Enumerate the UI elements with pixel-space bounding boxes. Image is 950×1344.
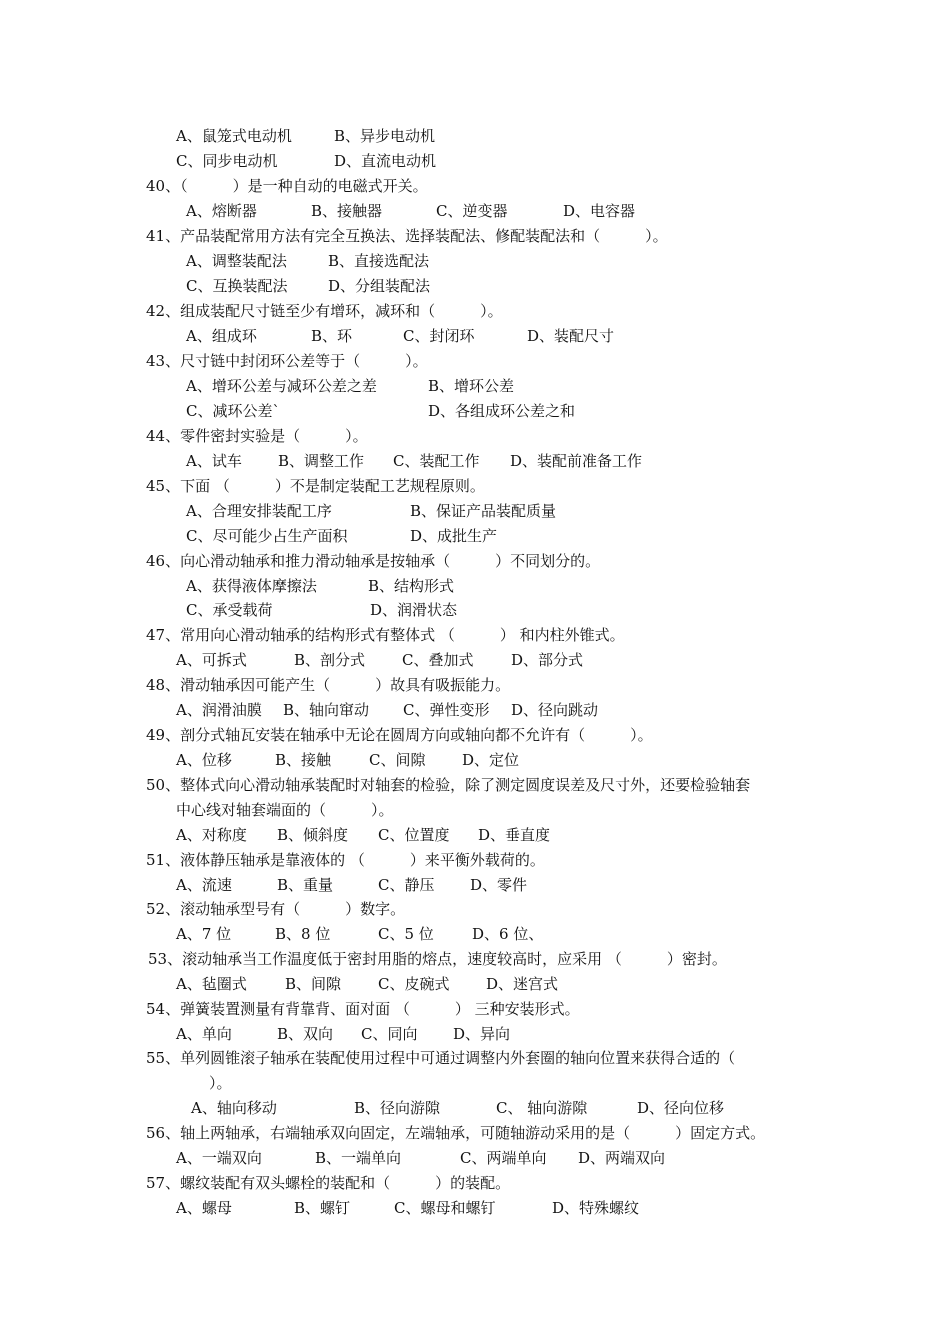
answer-option: D、垂直度	[478, 826, 551, 844]
answer-option: B、一端单向	[315, 1149, 402, 1167]
answer-option: D、径向跳动	[511, 701, 599, 719]
answer-option: B、结构形式	[368, 577, 455, 595]
answer-option: D、部分式	[511, 651, 584, 669]
answer-option: C、皮碗式	[378, 975, 450, 993]
answer-option: A、获得液体摩擦法	[186, 577, 317, 595]
answer-option: D、直流电动机	[334, 152, 437, 170]
answer-option: C、位置度	[378, 826, 450, 844]
answer-option: C、螺母和螺钉	[394, 1199, 496, 1217]
question-text: 55、单列圆锥滚子轴承在装配使用过程中可通过调整内外套圈的轴向位置来获得合适的（	[146, 1049, 736, 1067]
question-text: 47、常用向心滑动轴承的结构形式有整体式 （ ） 和内柱外锥式。	[146, 626, 625, 644]
answer-option: D、各组成环公差之和	[428, 402, 576, 420]
answer-option: B、剖分式	[294, 651, 366, 669]
answer-option: B、直接选配法	[328, 252, 430, 270]
answer-option: A、可拆式	[176, 651, 247, 669]
answer-option: A、轴向移动	[191, 1099, 277, 1117]
answer-option: B、间隙	[285, 975, 342, 993]
answer-option: C、叠加式	[402, 651, 474, 669]
question-text: 49、剖分式轴瓦安装在轴承中无论在圆周方向或轴向都不允许有（ ）。	[146, 726, 653, 744]
answer-option: B、重量	[277, 876, 334, 894]
answer-option: B、螺钉	[294, 1199, 351, 1217]
answer-option: B、径向游隙	[354, 1099, 441, 1117]
answer-option: C、封闭环	[403, 327, 475, 345]
answer-option: D、成批生产	[410, 527, 498, 545]
answer-option: C、逆变器	[436, 202, 508, 220]
answer-option: A、7 位	[176, 925, 232, 943]
answer-option: D、装配尺寸	[527, 327, 615, 345]
answer-option: D、特殊螺纹	[552, 1199, 640, 1217]
answer-option: D、定位	[462, 751, 520, 769]
answer-option: B、环	[311, 327, 353, 345]
question-text: 52、滚动轴承型号有（ ）数字。	[146, 900, 406, 918]
answer-option: B、双向	[277, 1025, 334, 1043]
answer-option: A、流速	[176, 876, 232, 894]
answer-option: C、承受载荷	[186, 601, 273, 619]
answer-option: B、8 位	[275, 925, 331, 943]
question-text: 44、零件密封实验是（ ）。	[146, 427, 368, 445]
question-text: 43、尺寸链中封闭环公差等于（ ）。	[146, 352, 428, 370]
answer-option: C、减环公差`	[186, 402, 280, 420]
answer-option: A、调整装配法	[186, 252, 287, 270]
answer-option: A、熔断器	[186, 202, 257, 220]
answer-option: A、鼠笼式电动机	[176, 127, 292, 145]
answer-option: A、单向	[176, 1025, 232, 1043]
question-text: 50、整体式向心滑动轴承装配时对轴套的检验，除了测定圆度误差及尺寸外，还要检验轴套	[146, 776, 751, 794]
question-text: 48、滑动轴承因可能产生（ ）故具有吸振能力。	[146, 676, 511, 694]
question-text: 42、组成装配尺寸链至少有增环，减环和（ ）。	[146, 302, 503, 320]
answer-option: A、增环公差与减环公差之差	[186, 377, 377, 395]
answer-option: C、间隙	[369, 751, 426, 769]
answer-option: B、增环公差	[428, 377, 515, 395]
answer-option: A、对称度	[176, 826, 247, 844]
answer-option: C、5 位	[378, 925, 434, 943]
answer-option: C、 轴向游隙	[496, 1099, 588, 1117]
answer-option: D、润滑状态	[370, 601, 458, 619]
answer-option: C、互换装配法	[186, 277, 288, 295]
answer-option: B、接触器	[311, 202, 383, 220]
question-text: 56、轴上两轴承，右端轴承双向固定，左端轴承，可随轴游动采用的是（ ）固定方式。	[146, 1124, 766, 1142]
answer-option: C、同向	[361, 1025, 418, 1043]
answer-option: A、一端双向	[176, 1149, 262, 1167]
answer-option: A、毡圈式	[176, 975, 247, 993]
question-text: 45、下面 （ ）不是制定装配工艺规程原则。	[146, 477, 485, 495]
question-continuation: 中心线对轴套端面的（ ）。	[176, 801, 394, 819]
answer-option: C、弹性变形	[403, 701, 490, 719]
question-text: 57、螺纹装配有双头螺栓的装配和（ ）的装配。	[146, 1174, 511, 1192]
answer-option: D、两端双向	[578, 1149, 666, 1167]
question-text: 53、滚动轴承当工作温度低于密封用脂的熔点，速度较高时，应采用 （ ）密封。	[148, 950, 727, 968]
answer-option: B、调整工作	[278, 452, 365, 470]
answer-option: C、两端单向	[460, 1149, 547, 1167]
answer-option: A、合理安排装配工序	[186, 502, 332, 520]
question-text: 41、产品装配常用方法有完全互换法、选择装配法、修配装配法和（ ）。	[146, 227, 668, 245]
answer-option: D、异向	[453, 1025, 511, 1043]
answer-option: D、迷宫式	[486, 975, 559, 993]
answer-option: A、组成环	[186, 327, 257, 345]
answer-option: B、异步电动机	[334, 127, 436, 145]
question-text: 46、向心滑动轴承和推力滑动轴承是按轴承（ ）不同划分的。	[146, 552, 601, 570]
answer-option: A、螺母	[176, 1199, 232, 1217]
answer-option: D、6 位、	[472, 925, 544, 943]
answer-option: B、倾斜度	[277, 826, 349, 844]
answer-option: C、静压	[378, 876, 435, 894]
question-text: 51、液体静压轴承是靠液体的 （ ）来平衡外载荷的。	[146, 851, 545, 869]
answer-option: D、分组装配法	[328, 277, 431, 295]
answer-option: B、轴向窜动	[283, 701, 370, 719]
answer-option: B、接触	[275, 751, 332, 769]
answer-option: C、装配工作	[393, 452, 480, 470]
answer-option: A、试车	[186, 452, 242, 470]
answer-option: D、零件	[470, 876, 528, 894]
answer-option: A、润滑油膜	[176, 701, 262, 719]
answer-option: D、装配前准备工作	[510, 452, 643, 470]
question-text: 40、（ ）是一种自动的电磁式开关。	[146, 177, 428, 195]
question-continuation: ）。	[194, 1074, 232, 1092]
question-text: 54、弹簧装置测量有背靠背、面对面 （ ） 三种安装形式。	[146, 1000, 580, 1018]
answer-option: A、位移	[176, 751, 232, 769]
answer-option: B、保证产品装配质量	[410, 502, 557, 520]
answer-option: C、尽可能少占生产面积	[186, 527, 348, 545]
answer-option: D、电容器	[563, 202, 636, 220]
answer-option: D、径向位移	[637, 1099, 725, 1117]
answer-option: C、同步电动机	[176, 152, 278, 170]
